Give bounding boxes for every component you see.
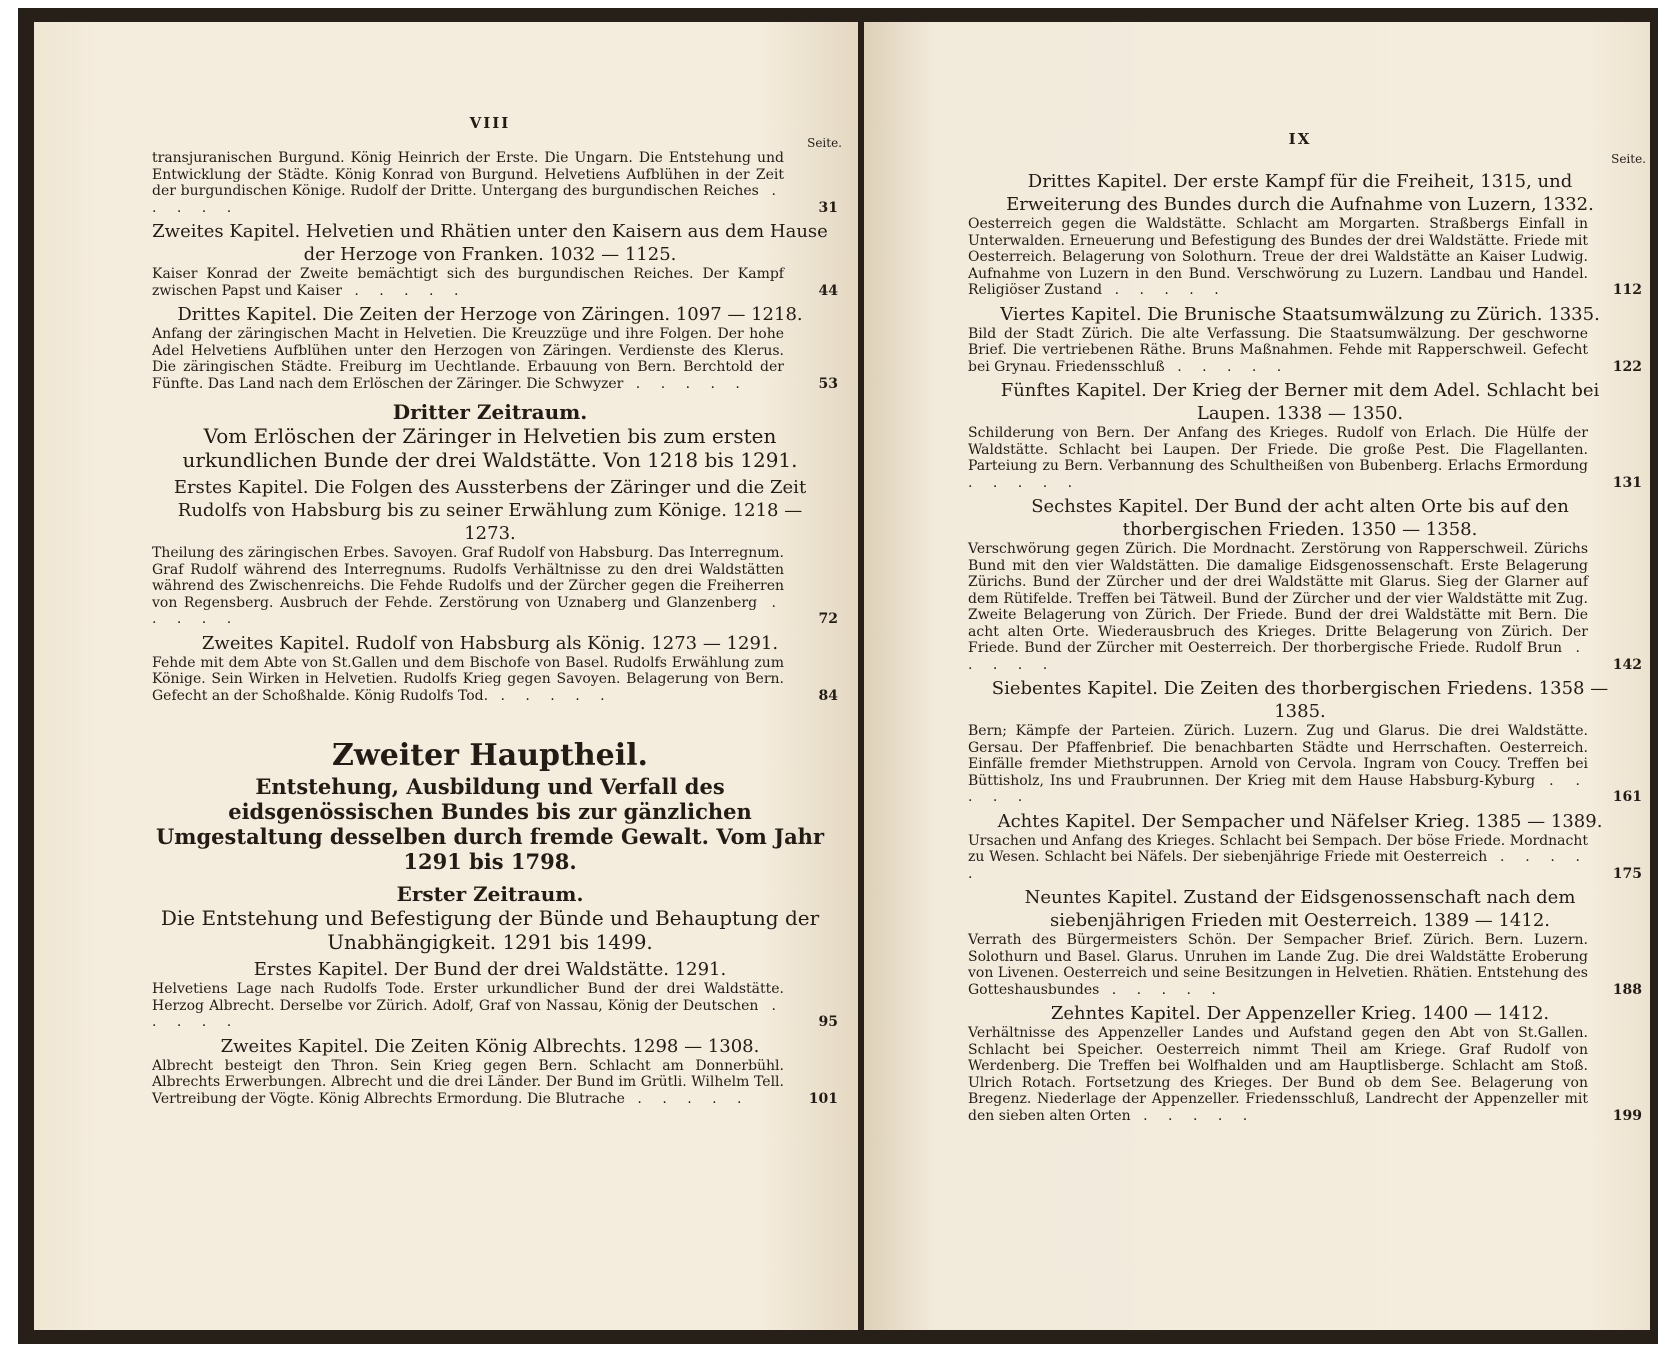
- entry-text: Bild der Stadt Zürich. Die alte Verfassung. Die Staatsumwälzung. Der geschworne Brief. Die vertriebenen Räthe. Bruns Maßnahmen. Fehde mit Rapperschweil. Gefecht bei Grynau. Friedensschluß: [968, 325, 1588, 375]
- chapter-summary: Anfang der zäringischen Macht in Helvetien. Die Kreuzzüge und ihre Folgen. Der hohe Adel Helvetiens Aufblühen unter den Herzogen von Zäringen. Verdienste des Klerus. Die zäringischen Städte. Freiburg im Uechtlande. Erbauung von Bern. Berchtold der Fünfte. Das Land nach dem Erlöschen der Zäringer. Die Schwyzer . . . . . 53: [152, 326, 838, 392]
- toc-right: [968, 170, 1642, 1124]
- chapter-summary: Fehde mit dem Abte von St.Gallen und dem Bischofe von Basel. Rudolfs Erwählung zum Könige. Sein Wirken in Helvetien. Rudolfs Krieg gegen Savoyen. Belagerung von Bern. Gefecht an der Schoßhalde. König Rudolfs Tod. . . . . . 84: [152, 654, 838, 704]
- seite-label: Seite.: [807, 136, 842, 150]
- period-heading: [152, 400, 828, 424]
- entry-text: Erstes Kapitel. Der Bund der drei Waldstätte. 1291.: [253, 959, 727, 980]
- entry-text: Viertes Kapitel. Die Brunische Staatsumwälzung zu Zürich. 1335.: [1000, 303, 1600, 325]
- entry-text: Dritter Zeitraum.: [392, 400, 588, 424]
- chapter-heading: [152, 220, 828, 266]
- chapter-summary: Verhältnisse des Appenzeller Landes und Aufstand gegen den Abt von St.Gallen. Schlacht bei Speicher. Oesterreich nimmt Theil am Kriege. Graf Rudolf von Werdenberg. Die Treffen bei Wolfhalden und am Hauptlisberge. Schlacht am Stoß. Ulrich Rotach. Fortsetzung des Krieges. Der Bund ob dem See. Belagerung von Bregenz. Niederlage der Appenzeller. Friedensschluß, Landrecht der Appenzeller mit den sieben alten Orten . . . . . 199: [968, 1025, 1642, 1124]
- page-ref: 122: [1612, 358, 1642, 375]
- chapter-summary: Schilderung von Bern. Der Anfang des Krieges. Rudolf von Erlach. Die Hülfe der Waldstätte. Schlacht bei Laupen. Der Friede. Die große Pest. Die Flagellanten. Parteiung zu Bern. Verbannung des Schultheißen von Bubenberg. Erlachs Ermordung . . . . . 131: [968, 425, 1642, 491]
- page-ref: 53: [818, 375, 838, 392]
- entry-text: Zweites Kapitel. Die Zeiten König Albrechts. 1298 — 1308.: [220, 1035, 760, 1057]
- entry-text: Helvetiens Lage nach Rudolfs Tode. Erster urkundlicher Bund der drei Waldstätte. Herzog Albrecht. Derselbe vor Zürich. Adolf, Graf von Nassau, König der Deutschen: [152, 981, 784, 1014]
- entry-text: Die Entstehung und Befestigung der Bünde und Behauptung der Unabhängigkeit. 1291 bis 1499.: [160, 906, 820, 954]
- chapter-heading: [968, 495, 1632, 541]
- entry-text: Albrecht besteigt den Thron. Sein Krieg gegen Bern. Schlacht am Donnerbühl. Albrechts Erwerbungen. Albrecht und die drei Länder. Der Bund im Grütli. Wilhelm Tell. Vertreibung der Vögte. König Albrechts Ermordung. Die Blutrache: [152, 1057, 784, 1107]
- chapter-heading: [968, 810, 1632, 833]
- entry-text: Achtes Kapitel. Der Sempacher und Näfelser Krieg. 1385 — 1389.: [997, 810, 1603, 832]
- page-ref: 31: [818, 199, 838, 216]
- page-ref: 72: [818, 611, 838, 627]
- open-book: [18, 8, 1658, 1344]
- part-subtitle: [152, 774, 828, 874]
- page-ref: 101: [808, 1090, 838, 1107]
- entry-text: Erster Zeitraum.: [396, 882, 584, 906]
- page-number: IX: [1288, 130, 1312, 148]
- entry-text: Fünftes Kapitel. Der Krieg der Berner mit dem Adel. Schlacht bei Laupen. 1338 — 1350.: [1000, 380, 1600, 424]
- entry-text: Ursachen und Anfang des Krieges. Schlacht bei Sempach. Der böse Friede. Mordnacht zu Wesen. Schlacht bei Näfels. Der siebenjährige Friede mit Oesterreich: [968, 832, 1588, 865]
- entry-text: Zweites Kapitel. Helvetien und Rhätien unter den Kaisern aus dem Hause der Herzoge von Franken. 1032 — 1125.: [152, 221, 828, 265]
- entry-text: Erstes Kapitel. Die Folgen des Aussterbens der Zäringer und die Zeit Rudolfs von Habsburg bis zu seiner Erwählung zum Könige. 1218 — 1273.: [173, 477, 807, 544]
- entry-text: Neuntes Kapitel. Zustand der Eidsgenossenschaft nach dem siebenjährigen Frieden mit Oesterreich. 1389 — 1412.: [1024, 887, 1576, 931]
- right-page: [864, 22, 1650, 1330]
- seite-label: Seite.: [1611, 152, 1646, 166]
- chapter-heading: [152, 632, 828, 655]
- entry-text: Siebentes Kapitel. Die Zeiten des thorbergischen Friedens. 1358 — 1385.: [991, 678, 1609, 722]
- chapter-summary: Kaiser Konrad der Zweite bemächtigt sich des burgundischen Reiches. Der Kampf zwischen Papst und Kaiser . . . . . 44: [152, 266, 838, 299]
- entry-text: Entstehung, Ausbildung und Verfall des eidsgenössischen Bundes bis zur gänzlichen Umgestaltung desselben durch fremde Gewalt. Vom Jahr 1291 bis 1798.: [155, 774, 825, 874]
- page-ref: 142: [1612, 656, 1642, 673]
- entry-text: Verhältnisse des Appenzeller Landes und Aufstand gegen den Abt von St.Gallen. Schlacht bei Speicher. Oesterreich nimmt Theil am Kriege. Graf Rudolf von Werdenberg. Die Treffen bei Wolfhalden und am Hauptlisberge. Schlacht am Stoß. Ulrich Rotach. Fortsetzung des Krieges. Der Bund ob dem See. Belagerung von Bregenz. Niederlage der Appenzeller. Friedensschluß, Landrecht der Appenzeller mit den sieben alten Orten: [968, 1025, 1588, 1124]
- entry-text: Bern; Kämpfe der Parteien. Zürich. Luzern. Zug und Glarus. Die drei Waldstätte. Gersau. Der Pfaffenbrief. Die benachbarten Städte und Herrschaften. Oesterreich. Einfälle fremder Miethstruppen. Arnold von Cervola. Ingram von Coucy. Treffen bei Büttisholz, Ins und Fraubrunnen. Der Krieg mit dem Hause Habsburg-Kyburg: [968, 723, 1588, 789]
- entry-text: Sechstes Kapitel. Der Bund der acht alten Orte bis auf den thorbergischen Frieden. 1350 — 1358.: [1031, 496, 1569, 540]
- entry-text: Drittes Kapitel. Der erste Kampf für die Freiheit, 1315, und Erweiterung des Bundes durch die Aufnahme von Luzern, 1332.: [1006, 171, 1594, 215]
- chapter-heading: [968, 886, 1632, 932]
- chapter-heading: [152, 1035, 828, 1058]
- entry-text: Anfang der zäringischen Macht in Helvetien. Die Kreuzzüge und ihre Folgen. Der hohe Adel Helvetiens Aufblühen unter den Herzogen von Zäringen. Verdienste des Klerus. Die zäringischen Städte. Freiburg im Uechtlande. Erbauung von Bern. Berchtold der Fünfte. Das Land nach dem Erlöschen der Zäringer. Die Schwyzer: [152, 326, 784, 392]
- chapter-summary: Verrath des Bürgermeisters Schön. Der Sempacher Brief. Zürich. Bern. Luzern. Solothurn und Basel. Glarus. Unruhen im Lande Zug. Die drei Waldstätte Eroberung von Livenen. Oesterreich und seine Besitzungen in Helvetien. Rhätien. Entstehung des Gotteshausbundes . . . . . 188: [968, 932, 1642, 998]
- entry-text: Oesterreich gegen die Waldstätte. Schlacht am Morgarten. Straßbergs Einfall in Unterwalden. Erneuerung und Befestigung des Bundes der drei Waldstätte. Friede mit Oesterreich. Belagerung von Solothurn. Treue der drei Waldstätte an Kaiser Ludwig. Aufnahme von Luzern in den Bund. Verschwörung zu Luzern. Landbau und Handel. Religiöser Zustand: [968, 216, 1588, 298]
- chapter-summary: Bild der Stadt Zürich. Die alte Verfassung. Die Staatsumwälzung. Der geschworne Brief. Die vertriebenen Räthe. Bruns Maßnahmen. Fehde mit Rapperschweil. Gefecht bei Grynau. Friedensschluß . . . . . 122: [968, 325, 1642, 375]
- entry-text: Vom Erlöschen der Zäringer in Helvetien bis zum ersten urkundlichen Bunde der drei Waldstätte. Von 1218 bis 1291.: [182, 424, 798, 472]
- chapter-heading: [968, 379, 1632, 425]
- chapter-summary: Verschwörung gegen Zürich. Die Mordnacht. Zerstörung von Rapperschweil. Zürichs Bund mit den vier Waldstätten. Die damalige Eidsgenossenschaft. Erste Belagerung Zürichs. Bund der Zürcher und der drei Waldstätte mit Glarus. Sieg der Glarner auf dem Rütifelde. Treffen bei Tätweil. Bund der Zürcher und der vier Waldstätte mit Zug. Zweite Belagerung von Zürich. Der Friede. Bund der drei Waldstätte mit Bern. Die acht alten Orte. Wiederausbruch des Krieges. Dritte Belagerung von Zürich. Der Friede. Bund der Zürcher mit Oesterreich. Der thorbergische Friede. Rudolf Brun . . . . . 142: [968, 541, 1642, 673]
- chapter-summary: Theilung des zäringischen Erbes. Savoyen. Graf Rudolf von Habsburg. Das Interregnum. Graf Rudolf während des Interregnums. Rudolfs Verhältnisse zu den drei Waldstätten während des Zwischenreichs. Die Fehde Rudolfs und der Zürcher gegen die Freiherren von Regensberg. Ausbruch der Fehde. Zerstörung von Uznaberg und Glanzenberg . . . . . 72: [152, 545, 838, 627]
- chapter-summary: Helvetiens Lage nach Rudolfs Tode. Erster urkundlicher Bund der drei Waldstätte. Herzog Albrecht. Derselbe vor Zürich. Adolf, Graf von Nassau, König der Deutschen . . . . . 95: [152, 981, 838, 1030]
- entry-text: Zweiter Hauptheil.: [332, 738, 648, 773]
- chapter-summary: Ursachen und Anfang des Krieges. Schlacht bei Sempach. Der böse Friede. Mordnacht zu Wesen. Schlacht bei Näfels. Der siebenjährige Friede mit Oesterreich . . . . . 175: [968, 832, 1642, 882]
- left-page: [34, 22, 858, 1330]
- entry-text: Verrath des Bürgermeisters Schön. Der Sempacher Brief. Zürich. Bern. Luzern. Solothurn und Basel. Glarus. Unruhen im Lande Zug. Die drei Waldstätte Eroberung von Livenen. Oesterreich und seine Besitzungen in Helvetien. Rhätien. Entstehung des Gotteshausbundes: [968, 932, 1588, 998]
- page-number: VIII: [469, 114, 511, 132]
- entry-text: Fehde mit dem Abte von St.Gallen und dem Bischofe von Basel. Rudolfs Erwählung zum Könige. Sein Wirken in Helvetien. Rudolfs Krieg gegen Savoyen. Belagerung von Bern. Gefecht an der Schoßhalde. König Rudolfs Tod.: [152, 654, 784, 704]
- entry-text: Verschwörung gegen Zürich. Die Mordnacht. Zerstörung von Rapperschweil. Zürichs Bund mit den vier Waldstätten. Die damalige Eidsgenossenschaft. Erste Belagerung Zürichs. Bund der Zürcher und der drei Waldstätte mit Glarus. Sieg der Glarner auf dem Rütifelde. Treffen bei Tätweil. Bund der Zürcher und der vier Waldstätte mit Zug. Zweite Belagerung von Zürich. Der Friede. Bund der drei Waldstätte mit Bern. Die acht alten Orte. Wiederausbruch des Krieges. Dritte Belagerung von Zürich. Der Friede. Bund der Zürcher mit Oesterreich. Der thorbergische Friede. Rudolf Brun: [968, 541, 1588, 656]
- chapter-summary: Bern; Kämpfe der Parteien. Zürich. Luzern. Zug und Glarus. Die drei Waldstätte. Gersau. Der Pfaffenbrief. Die benachbarten Städte und Herrschaften. Oesterreich. Einfälle fremder Miethstruppen. Arnold von Cervola. Ingram von Coucy. Treffen bei Büttisholz, Ins und Fraubrunnen. Der Krieg mit dem Hause Habsburg-Kyburg . . . . . 161: [968, 723, 1642, 805]
- chapter-heading: [152, 958, 828, 981]
- chapter-summary: transjuranischen Burgund. König Heinrich der Erste. Die Ungarn. Die Entstehung und Entwicklung der Städte. König Konrad von Burgund. Helvetiens Aufblühen in der Zeit der burgundischen Könige. Rudolf der Dritte. Untergang des burgundischen Reiches . . . . . 31: [152, 150, 838, 216]
- page-ref: 112: [1612, 282, 1642, 298]
- period-subtitle: [152, 424, 828, 472]
- page-ref: 188: [1612, 981, 1642, 998]
- period-heading: [152, 882, 828, 906]
- entry-text: Drittes Kapitel. Die Zeiten der Herzoge von Zäringen. 1097 — 1218.: [177, 304, 803, 325]
- part-heading: [152, 738, 828, 774]
- chapter-summary: Albrecht besteigt den Thron. Sein Krieg gegen Bern. Schlacht am Donnerbühl. Albrechts Erwerbungen. Albrecht und die drei Länder. Der Bund im Grütli. Wilhelm Tell. Vertreibung der Vögte. König Albrechts Ermordung. Die Blutrache . . . . . 101: [152, 1057, 838, 1107]
- page-ref: 175: [1612, 865, 1642, 882]
- page-ref: 44: [818, 282, 838, 299]
- toc-left: [152, 150, 838, 1107]
- entry-text: Kaiser Konrad der Zweite bemächtigt sich des burgundischen Reiches. Der Kampf zwischen Papst und Kaiser: [152, 266, 784, 299]
- chapter-heading: [968, 303, 1632, 326]
- page-ref: 199: [1612, 1107, 1642, 1124]
- entry-text: Zweites Kapitel. Rudolf von Habsburg als König. 1273 — 1291.: [201, 632, 779, 654]
- page-ref: 161: [1612, 789, 1642, 805]
- page-ref: 95: [818, 1014, 838, 1030]
- entry-text: Theilung des zäringischen Erbes. Savoyen. Graf Rudolf von Habsburg. Das Interregnum. Graf Rudolf während des Interregnums. Rudolfs Verhältnisse zu den drei Waldstätten während des Zwischenreichs. Die Fehde Rudolfs und der Zürcher gegen die Freiherren von Regensberg. Ausbruch der Fehde. Zerstörung von Uznaberg und Glanzenberg: [152, 545, 784, 611]
- chapter-heading: [968, 677, 1632, 723]
- entry-text: transjuranischen Burgund. König Heinrich der Erste. Die Ungarn. Die Entstehung und Entwicklung der Städte. König Konrad von Burgund. Helvetiens Aufblühen in der Zeit der burgundischen Könige. Rudolf der Dritte. Untergang des burgundischen Reiches: [152, 150, 784, 199]
- entry-text: Zehntes Kapitel. Der Appenzeller Krieg. 1400 — 1412.: [1050, 1003, 1550, 1024]
- period-subtitle: [152, 906, 828, 954]
- chapter-heading: [152, 303, 828, 326]
- chapter-summary: Oesterreich gegen die Waldstätte. Schlacht am Morgarten. Straßbergs Einfall in Unterwalden. Erneuerung und Befestigung des Bundes der drei Waldstätte. Friede mit Oesterreich. Belagerung von Solothurn. Treue der drei Waldstätte an Kaiser Ludwig. Aufnahme von Luzern in den Bund. Verschwörung zu Luzern. Landbau und Handel. Religiöser Zustand . . . . . 112: [968, 216, 1642, 298]
- page-ref: 84: [818, 687, 838, 704]
- page-ref: 131: [1612, 474, 1642, 491]
- chapter-heading: [968, 170, 1632, 216]
- chapter-heading: [152, 476, 828, 545]
- entry-text: Schilderung von Bern. Der Anfang des Krieges. Rudolf von Erlach. Die Hülfe der Waldstätte. Schlacht bei Laupen. Der Friede. Die große Pest. Die Flagellanten. Parteiung zu Bern. Verbannung des Schultheißen von Bubenberg. Erlachs Ermordung: [968, 425, 1588, 474]
- chapter-heading: [968, 1002, 1632, 1025]
